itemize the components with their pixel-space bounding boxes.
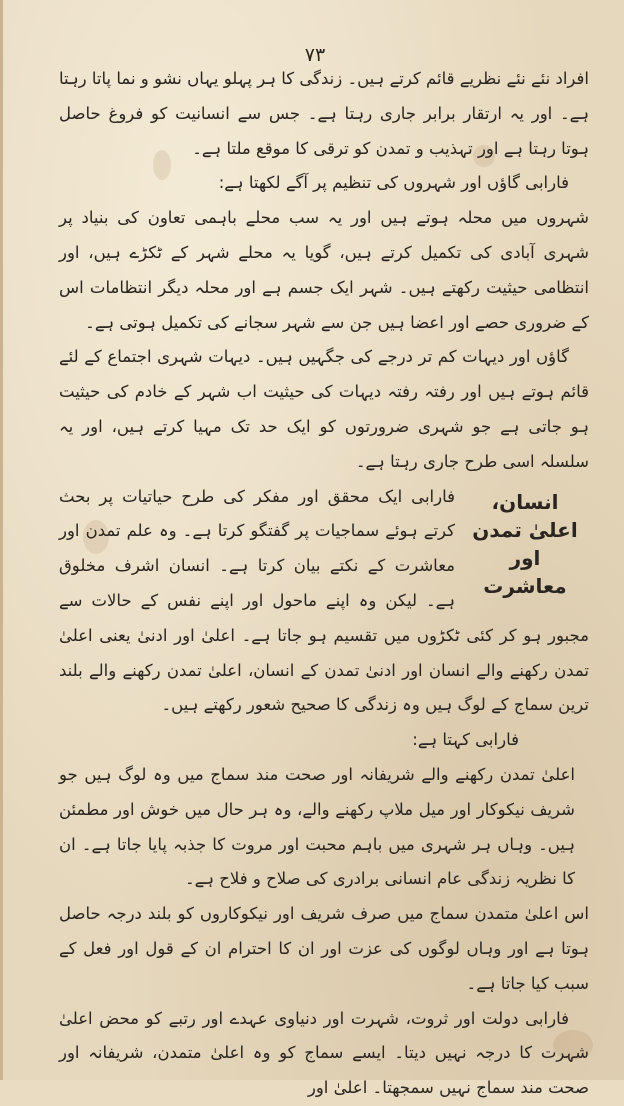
paragraph: شہروں میں محلہ ہوتے ہیں اور یہ سب محلے باہمی تعاون کی بنیاد پر شہری آبادی کی تکمیل کرتے ہیں، گویا یہ محلے شہر کے ٹکڑے ہیں، اور انتظامی حیثیت رکھتے ہیں۔ شہر ایک جسم ہے اور محلہ دیگر انتظامات اس کے ضروری حصے اور اعضا ہیں جن سے شہر سجانے کی تکمیل ہوتی ہے۔	[59, 208, 589, 332]
section-heading: انسان، اعلیٰ تمدن اور معاشرت	[472, 489, 578, 598]
page-number: ۷۳	[304, 44, 326, 66]
page-body	[59, 62, 589, 1098]
section-block	[59, 480, 589, 724]
quote-intro: فارابی کہتا ہے:	[412, 730, 519, 750]
section-paragraph: فارابی ایک محقق اور مفکر کی طرح حیاتیات پر بحث کرتے ہوئے سماجیات پر گفتگو کرتا ہے۔ وہ علم تمدن اور معاشرت کے نکتے بیان کرتا ہے۔ انسان اشرف مخلوق ہے۔ لیکن وہ اپنے ماحول اور اپنے نفس کے حالات سے مجبور ہو کر کئی ٹکڑوں میں تقسیم ہو جاتا ہے۔ اعلیٰ اور ادنیٰ یعنی اعلیٰ تمدن رکھنے والے انسان اور ادنیٰ تمدن کے انسان، اعلیٰ تمدن رکھنے والے بلند ترین سماج کے لوگ ہیں وہ زندگی کا صحیح شعور رکھتے ہیں۔	[59, 486, 589, 715]
paragraph: اس اعلیٰ متمدن سماج میں صرف شریف اور نیکوکاروں کو بلند درجہ حاصل ہوتا ہے اور وہاں لوگوں کی عزت اور ان کا احترام ان کے قول اور فعل کے سبب کیا جاتا ہے۔	[59, 904, 589, 993]
paragraph: فارابی دولت اور ثروت، شہرت اور دنیاوی عہدے اور رتبے کو محض اعلیٰ شہرت کا درجہ نہیں دیتا۔ ایسے سماج کو وہ اعلیٰ متمدن، شریفانہ اور صحت مند سماج نہیں سمجھتا۔ اعلیٰ اور	[59, 1008, 589, 1098]
paragraph: افراد نئے نئے نظریے قائم کرتے ہیں۔ زندگی کا ہر پہلو یہاں نشو و نما پاتا رہتا ہے۔ اور یہ ارتقار برابر جاری رہتا ہے۔ جس سے انسانیت کو فروغ حاصل ہوتا رہتا ہے اور تہذیب و تمدن کو ترقی کا موقع ملتا ہے۔	[59, 69, 589, 158]
paragraph: فارابی گاؤں اور شہروں کی تنظیم پر آگے لکھتا ہے:	[218, 173, 569, 193]
paragraph: گاؤں اور دیہات کم تر درجے کی جگہیں ہیں۔ دیہات شہری اجتماع کے لئے قائم ہوتے ہیں اور رفتہ رفتہ دیہات کی حیثیت اب شہر کے خادم کی حیثیت ہو جاتی ہے جو شہری ضرورتوں کو ایک حد تک مہیا کرتے ہیں، اور یہ سلسلہ اسی طرح جاری رہتا ہے۔	[59, 347, 589, 471]
quote-paragraph: اعلیٰ تمدن رکھنے والے شریفانہ اور صحت مند سماج میں وہ لوگ ہیں جو شریف نیکوکار اور میل ملاپ رکھنے والے، وہ ہر حال میں خوش اور مطمئن ہیں۔ وہاں ہر شہری میں باہم محبت اور مروت کا جذبہ پایا جاتا ہے۔ ان کا نظریہ زندگی عام انسانی برادری کی صلاح و فلاح ہے۔	[59, 764, 575, 889]
